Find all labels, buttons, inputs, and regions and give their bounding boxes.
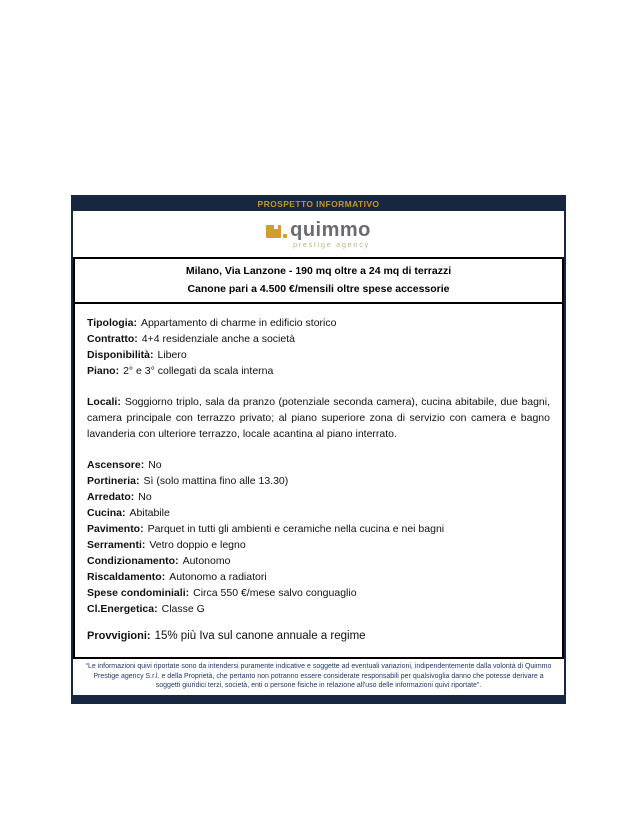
field-disponibilita (87, 347, 550, 363)
field-label: Contratto: (87, 333, 138, 345)
field-value: Soggiorno triplo, sala da pranzo (potenziale seconda camera), cucina abitabile, due bagni, camera principale con terrazzo privato; al piano superiore zona di servizio con camera e bagno lavanderia con ulteriore terrazzo, locale acantina al piano interrato. (87, 396, 550, 440)
field-label: Portineria: (87, 475, 140, 487)
field-label: Ascensore: (87, 459, 145, 471)
field-value: Classe G (161, 603, 205, 615)
field-label: Tipologia: (87, 317, 137, 329)
field-value: 2° e 3° collegati da scala interna (123, 365, 274, 377)
field-ascensore (87, 457, 550, 473)
field-cucina (87, 505, 550, 521)
field-serramenti (87, 537, 550, 553)
field-value: Vetro doppio e legno (149, 539, 246, 551)
logo-notch-shape (274, 225, 278, 229)
quimmo-logo (266, 220, 371, 249)
field-piano (87, 363, 550, 379)
field-riscaldamento (87, 569, 550, 585)
field-value: Parquet in tutti gli ambienti e ceramiche nella cucina e nei bagni (147, 523, 445, 535)
field-portineria (87, 473, 550, 489)
listing-title: Milano, Via Lanzone - 190 mq oltre a 24 mq di terrazzi (185, 265, 452, 277)
field-value: 4+4 residenziale anche a società (141, 333, 295, 345)
listing-header (73, 257, 564, 304)
field-value: No (138, 491, 152, 503)
field-tipologia (87, 315, 550, 331)
field-value: Libero (157, 349, 187, 361)
field-label: Spese condominiali: (87, 587, 190, 599)
field-classe-energetica (87, 601, 550, 617)
field-label: Riscaldamento: (87, 571, 166, 583)
field-label: Provvigioni: (87, 630, 151, 642)
logo-brand-text: quimmo (290, 218, 371, 241)
prospetto-document (71, 195, 566, 704)
listing-price: Canone pari a 4.500 €/mensili oltre spese accessorie (187, 283, 450, 295)
field-label: Condizionamento: (87, 555, 179, 567)
field-value: Autonomo a radiatori (169, 571, 267, 583)
field-value: No (148, 459, 162, 471)
field-value: Circa 550 €/mese salvo conguaglio (193, 587, 357, 599)
field-label: Piano: (87, 365, 120, 377)
bottom-bar (73, 695, 564, 702)
field-value: 15% più Iva sul canone annuale a regime (154, 630, 366, 642)
field-value: Autonomo (182, 555, 231, 567)
logo-tagline-text: prestige agency (292, 239, 370, 249)
field-provvigioni (87, 628, 550, 645)
legal-disclaimer: “Le informazioni quivi riportate sono da intendersi puramente indicative e soggette ad eventuali variazioni, indipendentemente dalla volontà di Quimmo Prestige agency S.r.l. e della Proprietà, che pertanto non potranno essere considerate responsabili per qualsivoglia danno che potesse derivare a soggetti giuridici terzi, società, enti o persone fisiche in relazione all'uso delle informazioni quivi riportate”. (85, 663, 552, 689)
logo-dot-shape (283, 234, 287, 238)
field-label: Cl.Energetica: (87, 603, 158, 615)
field-label: Arredato: (87, 491, 135, 503)
field-condizionamento (87, 553, 550, 569)
field-label: Cucina: (87, 507, 126, 519)
field-arredato (87, 489, 550, 505)
field-label: Pavimento: (87, 523, 144, 535)
field-contratto (87, 331, 550, 347)
field-value: Appartamento di charme in edificio storico (140, 317, 337, 329)
logo-text (290, 220, 371, 249)
title-bar-label: PROSPETTO INFORMATIVO (257, 199, 380, 209)
property-details (73, 302, 564, 659)
field-value: Abitabile (129, 507, 170, 519)
field-pavimento (87, 521, 550, 537)
field-locali (87, 394, 550, 442)
logo-row (73, 211, 564, 257)
quimmo-logo-icon (266, 225, 281, 238)
field-label: Serramenti: (87, 539, 146, 551)
field-label: Locali: (87, 396, 121, 408)
title-bar (73, 197, 564, 211)
field-label: Disponibilità: (87, 349, 154, 361)
field-spese-condominiali (87, 585, 550, 601)
field-value: Sì (solo mattina fino alle 13.30) (143, 475, 289, 487)
